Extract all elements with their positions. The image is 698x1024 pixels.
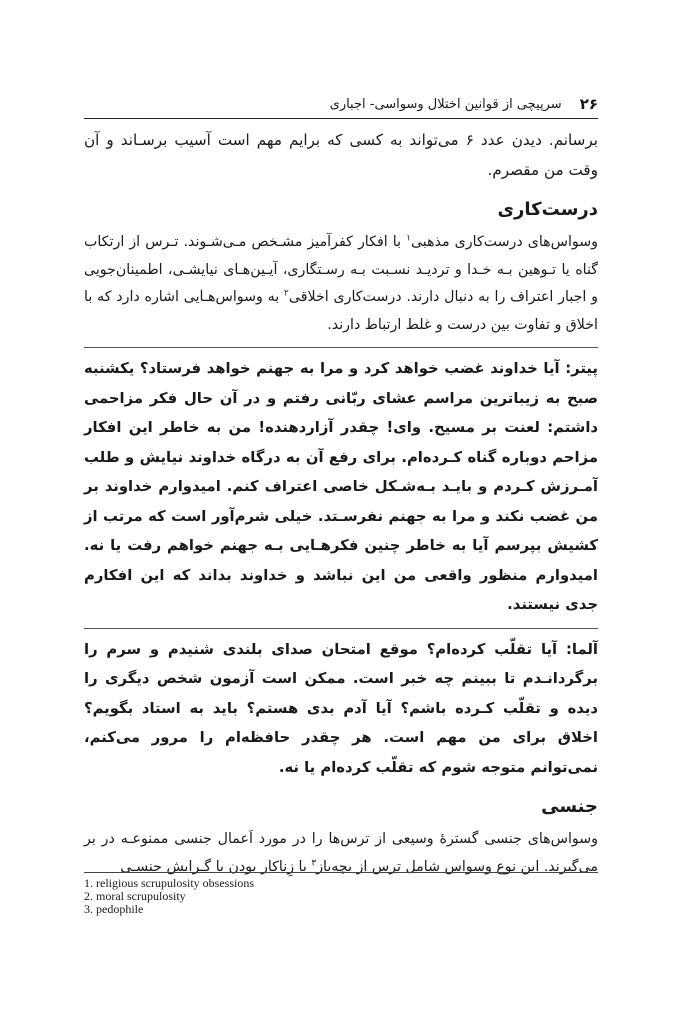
section-heading-scrupulosity: درست‌کاری	[497, 199, 598, 220]
footnote-1: 1. religious scrupulosity obsessions	[84, 876, 254, 890]
footnote-ref-3[interactable]: ۳	[311, 857, 317, 868]
footnote-3: 3. pedophile	[84, 902, 144, 916]
running-title: سرپیچی از قوانین اختلال وسواسی- اجباری	[329, 96, 562, 112]
page-body	[84, 126, 598, 887]
footnote-ref-1[interactable]: ۱	[406, 233, 411, 244]
case-quote-peter: پیتر: آیا خداوند غضب خواهد کرد و مرا به جهنم خواهد فرستاد؟ یکشنبه صبح به زیباترین مراسم عشای ربّانی رفتم و در آن حال فکر مزاحمی داشتم: لعنت بر مسیح. وای! چقدر آزاردهنده! من به خاطر این افکار مزاحم دوباره گناه کـرده‌ام. برای رفع آن به درگاه خداوند نیایش و طلب آمـرزش کـردم و بایـد بـه‌شـکل خاصی اعتراف کنم. امیدوارم خداوند بر من غضب نکند و مرا به جهنم نفرسـتد. خیلی شرم‌آور است که مرتب از کشیش بپرسم آیا به خاطر چنین فکرهـایی بـه جهنم خواهم رفت یا نه. امیدوارم منظور واقعی من این نباشد و خداوند بداند که این افکارم جدی نیستند.	[84, 347, 598, 620]
sexual-text-part2: یا زِناکار بودن یا گـرایش جنسـی	[120, 858, 312, 875]
footnote-2: 2. moral scrupulosity	[84, 889, 186, 903]
opening-paragraph: برسانم. دیدن عدد ۶ می‌تواند به کسی که برایم مهم است آسیب برسـاند و آن وقت من مقصرم.	[84, 131, 598, 179]
footnotes	[84, 877, 384, 916]
case-quote-alma: آلما: آیا تقلّب کرده‌ام؟ موقع امتحان صدای بلندی شنیدم و سرم را برگردانـدم تا ببینم چه خبر است. ممکن است آزمون شخص دیگری را دیده و تقلّب کـرده باشم؟ آیا آدم بدی هستم؟ باید به استاد بگویم؟ اخلاق برای من مهم است. هر چقدر حافظه‌ام را مرور می‌کنم، نمی‌توانم متوجه شوم که تقلّب کرده‌ام یا نه.	[84, 628, 598, 783]
page-header	[84, 92, 598, 116]
scrupulosity-text-part2: با افکار کفرآمیز مشـخص مـی‌شـوند. تـرس از ارتکاب گناه یا تـوهین بـه خـدا و تردیـد نسـبت بـه رسـتگاری، آیـین‌هـای نیایشـی، اطمینان‌جویی و اجبار اعتراف را به دنبال دارند. درست‌کاری اخلاقی	[84, 234, 598, 305]
page-number: ۲۶	[579, 95, 598, 113]
header-rule	[84, 118, 598, 119]
footnote-ref-2[interactable]: ۲	[284, 288, 289, 299]
section-heading-sexual: جنسی	[541, 796, 598, 817]
scrupulosity-text-part1: وسواس‌های درست‌کاری مذهبی	[410, 234, 598, 250]
scrupulosity-text-part3: به وسواس‌هـایی اشاره دارد که با اخلاق و تفاوت بین درست و غلط ارتباط دارند.	[84, 289, 598, 333]
sexual-text-part1: وسواس‌های جنسی گسترهٔ وسیعی از ترس‌ها را در مورد اَعمال جنسی ممنوعـه در بر می‌گیرند. این نوع وسواس شامل ترس از بچه‌باز	[84, 831, 598, 875]
footnote-rule	[84, 872, 598, 873]
scrupulosity-paragraph	[84, 229, 598, 339]
